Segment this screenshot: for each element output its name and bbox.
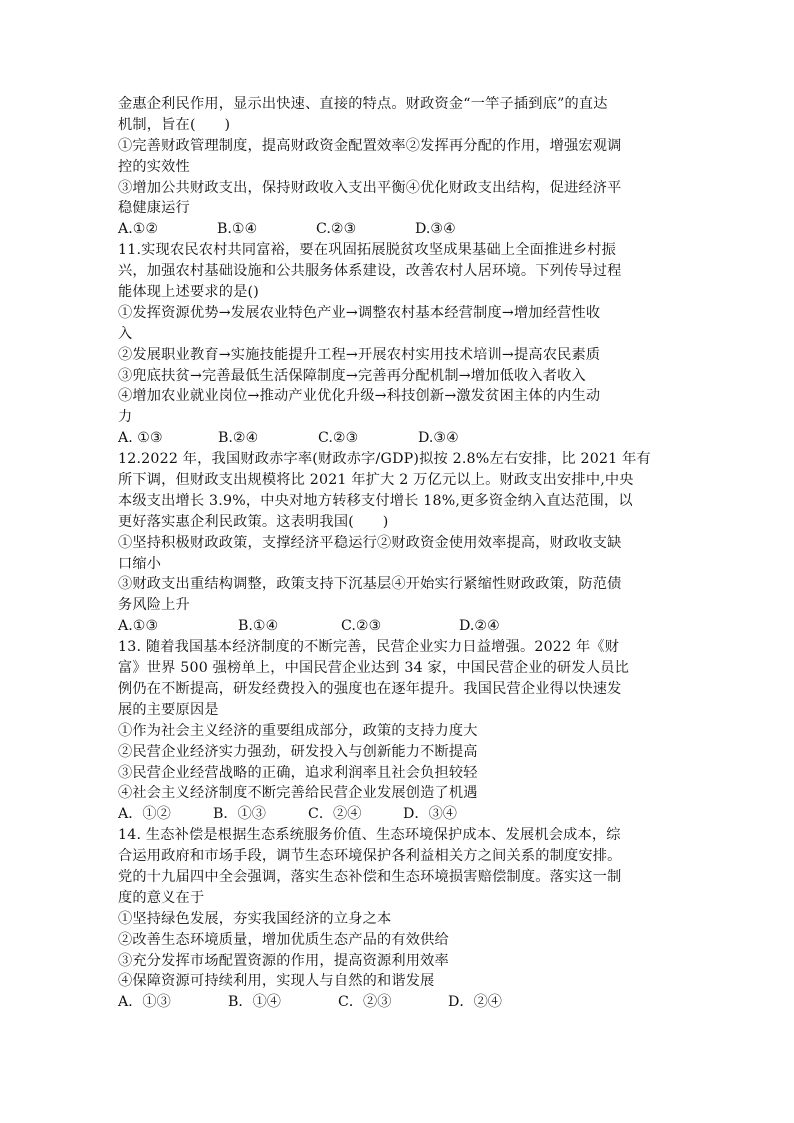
question-10-continued bbox=[118, 94, 688, 240]
statement-line: ①坚持积极财政政策，支撑经济平稳运行②财政资金使用效率提高，财政收支缺 bbox=[118, 534, 622, 551]
statement-line: ④保障资源可持续利用，实现人与自然的和谐发展 bbox=[118, 973, 435, 990]
option-b: B.①④ bbox=[238, 618, 279, 635]
statement-line: 口缩小 bbox=[118, 555, 162, 572]
statement-line: 入 bbox=[118, 325, 133, 342]
option-a: A.①③ bbox=[118, 618, 159, 635]
statement-line: 务风险上升 bbox=[118, 597, 190, 614]
option-d: D．②④ bbox=[448, 994, 502, 1011]
statement-line: ②民营企业经济实力强劲，研发投入与创新能力不断提高 bbox=[118, 743, 478, 760]
question-text-line: 所下调，但财政支出规模将比 2021 年扩大 2 万亿元以上。财政支出安排中,中央 bbox=[118, 472, 634, 489]
question-text-line: 本级支出增长 3.9%，中央对地方转移支付增长 18%,更多资金纳入直达范围，以 bbox=[118, 492, 633, 509]
statement-line: ②发展职业教育→实施技能提升工程→开展农村实用技术培训→提高农民素质 bbox=[118, 346, 601, 363]
option-a: A．①③ bbox=[118, 994, 171, 1011]
question-11 bbox=[118, 240, 688, 449]
option-d: D.③④ bbox=[415, 221, 456, 238]
option-d: D.③④ bbox=[418, 430, 459, 447]
option-c: C．②③ bbox=[338, 994, 392, 1011]
option-d: D．③④ bbox=[403, 806, 457, 823]
option-a: A．①② bbox=[118, 806, 171, 823]
statement-line: ①发挥资源优势→发展农业特色产业→调整农村基本经营制度→增加经营性收 bbox=[118, 304, 601, 321]
question-text-line: 能体现上述要求的是() bbox=[118, 284, 259, 301]
answer-options bbox=[118, 616, 688, 637]
question-text-line: 度的意义在于 bbox=[118, 889, 205, 906]
statement-line: 稳健康运行 bbox=[118, 200, 190, 217]
question-text-line: 12.2022 年，我国财政赤字率(财政赤字/GDP)拟按 2.8%左右安排，比 2021 年有 bbox=[118, 451, 651, 468]
statement-line: ②改善生态环境质量，增加优质生态产品的有效供给 bbox=[118, 931, 449, 948]
question-14 bbox=[118, 825, 688, 1013]
statement-line: ①作为社会主义经济的重要组成部分，政策的支持力度大 bbox=[118, 722, 478, 739]
statement-line: ①坚持绿色发展，夯实我国经济的立身之本 bbox=[118, 910, 392, 927]
statement-line: ③民营企业经营战略的正确，追求利润率且社会负担较轻 bbox=[118, 764, 478, 781]
question-text-line: 13. 随着我国基本经济制度的不断完善，民营企业实力日益增强。2022 年《财 bbox=[118, 639, 620, 656]
statement-line: ③兜底扶贫→完善最低生活保障制度→完善再分配机制→增加低收入者收入 bbox=[118, 367, 586, 384]
question-13 bbox=[118, 637, 688, 825]
answer-options bbox=[118, 992, 688, 1013]
option-b: B．①③ bbox=[213, 806, 266, 823]
option-a: A.①② bbox=[118, 221, 159, 238]
option-c: C．②④ bbox=[308, 806, 362, 823]
question-text-line: 合运用政府和市场手段，调节生态环境保护各利益相关方之间关系的制度安排。 bbox=[118, 848, 622, 865]
question-text-line: 11.实现农民农村共同富裕，要在巩固拓展脱贫攻坚成果基础上全面推进乡村振 bbox=[118, 242, 616, 259]
option-d: D.②④ bbox=[459, 618, 500, 635]
answer-options bbox=[118, 428, 688, 449]
answer-options bbox=[118, 804, 688, 825]
statement-line: ③充分发挥市场配置资源的作用，提高资源利用效率 bbox=[118, 952, 449, 969]
question-text-line: 14. 生态补偿是根据生态系统服务价值、生态环境保护成本、发展机会成本，综 bbox=[118, 827, 621, 844]
question-text-line: 兴，加强农村基础设施和公共服务体系建设，改善农村人居环境。下列传导过程 bbox=[118, 263, 622, 280]
question-text-line: 更好落实惠企利民政策。这表明我国( ) bbox=[118, 513, 389, 530]
statement-line: ④增加农业就业岗位→推动产业优化升级→科技创新→激发贫困主体的内生动 bbox=[118, 388, 601, 405]
question-text-line: 党的十九届四中全会强调，落实生态补偿和生态环境损害赔偿制度。落实这一制 bbox=[118, 868, 622, 885]
statement-line: 控的实效性 bbox=[118, 158, 190, 175]
option-b: B．①④ bbox=[228, 994, 281, 1011]
option-c: C.②③ bbox=[341, 618, 382, 635]
statement-line: ④社会主义经济制度不断完善给民营企业发展创造了机遇 bbox=[118, 785, 478, 802]
question-text-line: 富》世界 500 强榜单上，中国民营企业达到 34 家，中国民营企业的研发人员比 bbox=[118, 660, 629, 677]
option-a: A. ①③ bbox=[118, 430, 163, 447]
option-c: C.②③ bbox=[318, 430, 359, 447]
statement-line: ③财政支出重结构调整，政策支持下沉基层④开始实行紧缩性财政政策，防范债 bbox=[118, 576, 622, 593]
option-c: C.②③ bbox=[316, 221, 357, 238]
exam-page bbox=[118, 94, 688, 1013]
question-text-line: 机制，旨在( ) bbox=[118, 116, 231, 133]
answer-options bbox=[118, 219, 688, 240]
question-text-line: 展的主要原因是 bbox=[118, 701, 219, 718]
question-12 bbox=[118, 449, 688, 637]
option-b: B.②④ bbox=[218, 430, 259, 447]
statement-line: ③增加公共财政支出，保持财政收入支出平衡④优化财政支出结构，促进经济平 bbox=[118, 179, 622, 196]
statement-line: ①完善财政管理制度，提高财政资金配置效率②发挥再分配的作用，增强宏观调 bbox=[118, 137, 622, 154]
option-b: B.①④ bbox=[217, 221, 258, 238]
question-text-line: 金惠企利民作用，显示出快速、直接的特点。财政资金“一竿子插到底”的直达 bbox=[118, 96, 608, 112]
question-text-line: 例仍在不断提高，研发经费投入的强度也在逐年提升。我国民营企业得以快速发 bbox=[118, 680, 622, 697]
statement-line: 力 bbox=[118, 409, 133, 426]
